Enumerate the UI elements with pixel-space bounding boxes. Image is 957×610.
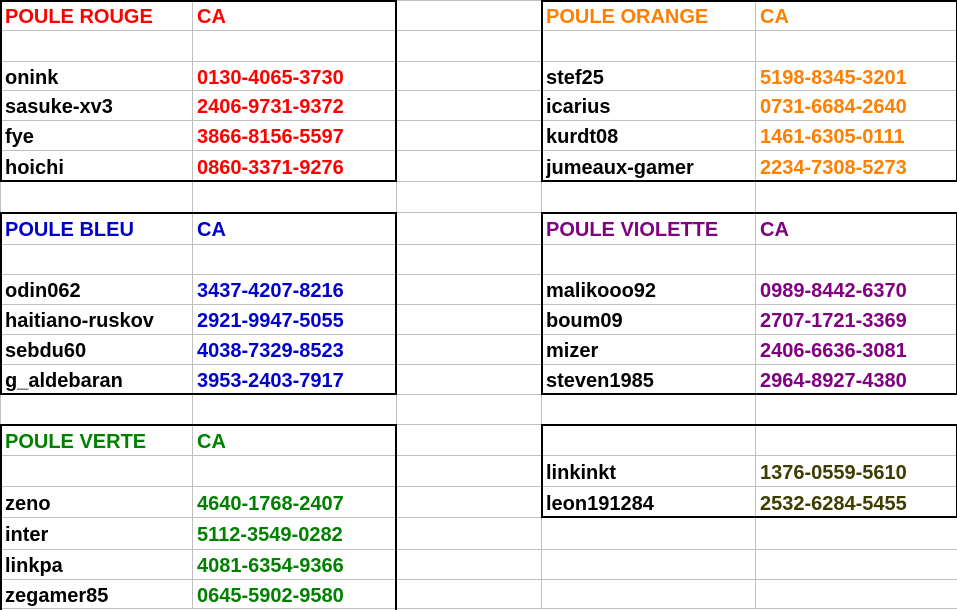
grid-row-line: [0, 608, 957, 609]
player-name[interactable]: linkinkt: [546, 463, 617, 483]
player-name[interactable]: steven1985: [546, 371, 654, 391]
friend-code[interactable]: 5198-8345-3201: [760, 68, 907, 88]
pool-orange-frame: [541, 0, 957, 182]
friend-code[interactable]: 0860-3371-9276: [197, 158, 344, 178]
grid-row-line: [0, 364, 957, 365]
grid-row-line: [0, 244, 957, 245]
friend-code[interactable]: 2406-6636-3081: [760, 341, 907, 361]
friend-code[interactable]: 4038-7329-8523: [197, 341, 344, 361]
player-name[interactable]: jumeaux-gamer: [546, 158, 694, 178]
grid-row-line: [0, 304, 957, 305]
player-name[interactable]: boum09: [546, 311, 623, 331]
player-name[interactable]: hoichi: [5, 158, 64, 178]
grid-row-line: [0, 274, 957, 275]
friend-code[interactable]: 2964-8927-4380: [760, 371, 907, 391]
friend-code[interactable]: 4640-1768-2407: [197, 494, 344, 514]
pool-violette-title[interactable]: POULE VIOLETTE: [546, 220, 719, 240]
pool-rouge-ca-header[interactable]: CA: [197, 7, 226, 27]
grid-row-line: [0, 120, 957, 121]
pool-verte-title[interactable]: POULE VERTE: [5, 432, 147, 452]
friend-code[interactable]: 3866-8156-5597: [197, 127, 344, 147]
player-name[interactable]: zeno: [5, 494, 51, 514]
pool-violette-ca-header[interactable]: CA: [760, 220, 789, 240]
friend-code[interactable]: 3953-2403-7917: [197, 371, 344, 391]
player-name[interactable]: sasuke-xv3: [5, 97, 113, 117]
friend-code[interactable]: 5112-3549-0282: [197, 525, 343, 545]
player-name[interactable]: kurdt08: [546, 127, 619, 147]
player-name[interactable]: odin062: [5, 281, 81, 301]
friend-code[interactable]: 3437-4207-8216: [197, 281, 344, 301]
player-name[interactable]: malikooo92: [546, 281, 657, 301]
friend-code[interactable]: 2707-1721-3369: [760, 311, 907, 331]
friend-code[interactable]: 1461-6305-0111: [760, 127, 905, 147]
player-name[interactable]: stef25: [546, 68, 604, 88]
player-name[interactable]: g_aldebaran: [5, 371, 123, 391]
pool-orange-ca-header[interactable]: CA: [760, 7, 789, 27]
player-name[interactable]: sebdu60: [5, 341, 87, 361]
grid-row-line: [0, 150, 957, 151]
grid-row-line: [0, 424, 957, 425]
player-name[interactable]: inter: [5, 525, 49, 545]
player-name[interactable]: mizer: [546, 341, 599, 361]
friend-code[interactable]: 0130-4065-3730: [197, 68, 344, 88]
friend-code[interactable]: 2532-6284-5455: [760, 494, 907, 514]
grid-row-line: [0, 30, 957, 31]
grid-row-line: [0, 394, 957, 395]
grid-row-line: [0, 212, 957, 213]
player-name[interactable]: onink: [5, 68, 59, 88]
grid-row-line: [0, 486, 957, 487]
pool-bleu-title[interactable]: POULE BLEU: [5, 220, 134, 240]
player-name[interactable]: linkpa: [5, 556, 63, 576]
player-name[interactable]: fye: [5, 127, 34, 147]
friend-code[interactable]: 1376-0559-5610: [760, 463, 907, 483]
grid-row-line: [0, 334, 957, 335]
grid-row-line: [0, 549, 957, 550]
grid-row-line: [0, 61, 957, 62]
friend-code[interactable]: 2406-9731-9372: [197, 97, 344, 117]
friend-code[interactable]: 2921-9947-5055: [197, 311, 344, 331]
grid-row-line: [0, 579, 957, 580]
player-name[interactable]: haitiano-ruskov: [5, 311, 154, 331]
pool-verte-ca-header[interactable]: CA: [197, 432, 226, 452]
pool-orange-title[interactable]: POULE ORANGE: [546, 7, 709, 27]
grid-row-line: [0, 181, 957, 182]
pool-rouge-frame: [0, 0, 397, 182]
grid-row-line: [0, 0, 957, 1]
grid-row-line: [0, 455, 957, 456]
friend-code[interactable]: 0989-8442-6370: [760, 281, 907, 301]
grid-row-line: [0, 517, 957, 518]
friend-code[interactable]: 2234-7308-5273: [760, 158, 907, 178]
friend-code[interactable]: 4081-6354-9366: [197, 556, 344, 576]
friend-code[interactable]: 0645-5902-9580: [197, 586, 344, 606]
player-name[interactable]: leon191284: [546, 494, 654, 514]
player-name[interactable]: zegamer85: [5, 586, 109, 606]
pool-bleu-ca-header[interactable]: CA: [197, 220, 226, 240]
pool-rouge-title[interactable]: POULE ROUGE: [5, 7, 153, 27]
grid-row-line: [0, 90, 957, 91]
player-name[interactable]: icarius: [546, 97, 611, 117]
friend-code[interactable]: 0731-6684-2640: [760, 97, 907, 117]
